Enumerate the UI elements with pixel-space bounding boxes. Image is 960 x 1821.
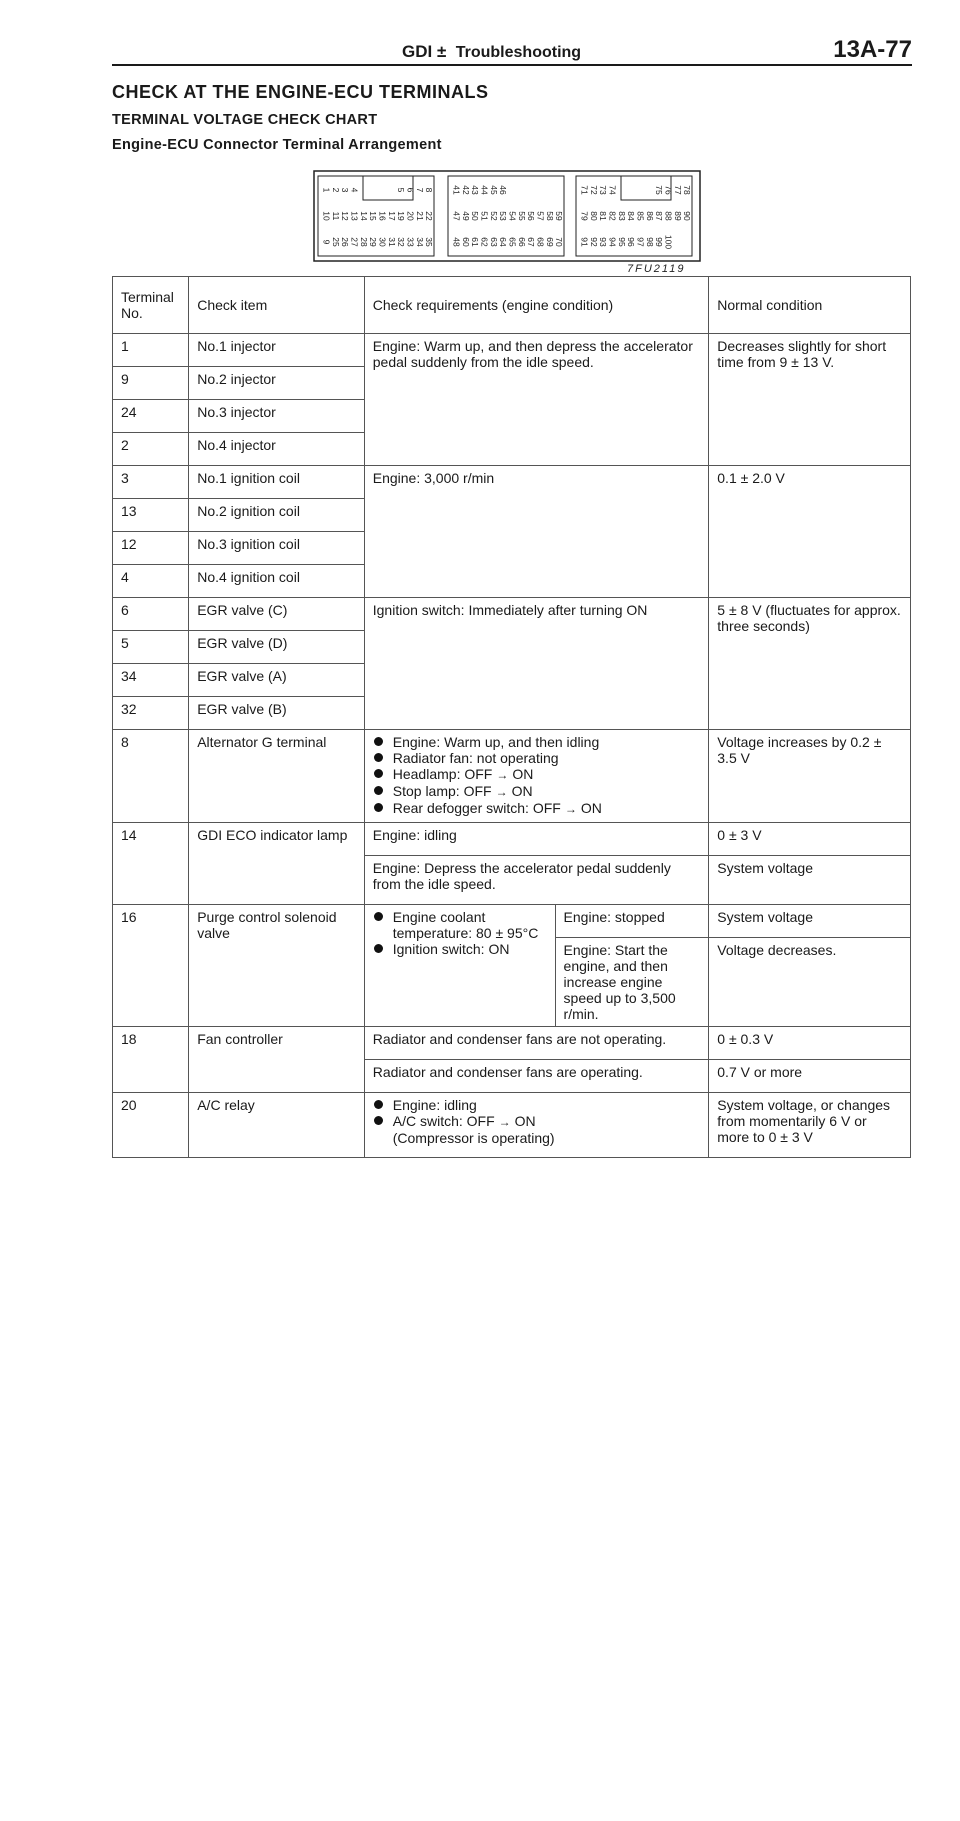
terminal-pin-label: 89 — [672, 211, 683, 221]
terminal-no: 12 — [113, 532, 189, 565]
header-check-item: Check item — [189, 277, 365, 334]
arrangement-heading: Engine-ECU Connector Terminal Arrangement — [112, 137, 442, 153]
terminal-pin-label: 78 — [682, 185, 693, 195]
terminal-pin-label: 99 — [654, 237, 665, 247]
header-terminal: Terminal No. — [113, 277, 189, 334]
terminal-pin-label: 98 — [644, 237, 655, 247]
check-item: EGR valve (C) — [189, 598, 365, 631]
terminal-pin-label: 67 — [526, 237, 537, 247]
figure-code: 7FU2119 — [627, 263, 686, 275]
list-item: Engine coolant temperature: 80 ± 95°C — [373, 909, 547, 941]
terminal-pin-label: 42 — [460, 185, 471, 195]
list-item-note: (Compressor is operating) — [392, 1130, 555, 1146]
terminal-pin-label: 12 — [340, 211, 351, 221]
check-item: EGR valve (D) — [189, 631, 365, 664]
terminal-pin-label: 1 — [321, 187, 332, 193]
terminal-pin-label: 11 — [330, 211, 341, 221]
terminal-pin-label: 84 — [626, 211, 637, 221]
requirement: Engine: 3,000 r/min — [364, 466, 709, 598]
terminal-pin-label: 65 — [507, 237, 518, 247]
terminal-pin-label: 81 — [598, 211, 609, 221]
list-item-text: ON — [512, 766, 534, 782]
terminal-pin-label: 53 — [498, 211, 509, 221]
header-subtitle: Troubleshooting — [455, 44, 582, 61]
arrow-right-icon: → — [495, 785, 508, 799]
terminal-no: 1 — [113, 334, 189, 367]
terminal-pin-label: 22 — [424, 211, 435, 221]
section-heading: CHECK AT THE ENGINE-ECU TERMINALS — [112, 82, 489, 102]
check-item: No.3 injector — [189, 400, 365, 433]
requirement: Ignition switch: Immediately after turning ON — [364, 598, 709, 730]
terminal-pin-label: 91 — [579, 237, 590, 247]
terminal-pin-label: 54 — [507, 211, 518, 221]
terminal-pin-label: 47 — [451, 211, 462, 221]
terminal-pin-label: 48 — [451, 237, 462, 247]
terminal-pin-label: 68 — [535, 237, 546, 247]
terminal-pin-label: 83 — [616, 211, 627, 221]
terminal-no: 14 — [113, 823, 189, 905]
check-item: Purge control solenoid valve — [189, 905, 365, 1027]
table-row — [113, 334, 911, 367]
list-item-text: ON — [514, 1113, 536, 1129]
terminal-pin-label: 66 — [516, 237, 527, 247]
terminal-no: 4 — [113, 565, 189, 598]
terminal-pin-label: 2 — [330, 187, 341, 193]
normal-condition: 0 ± 0.3 V — [709, 1027, 911, 1060]
terminal-pin-label: 58 — [544, 211, 555, 221]
terminal-no: 6 — [113, 598, 189, 631]
list-item-text: Stop lamp: OFF — [392, 783, 492, 799]
terminal-pin-label: 86 — [644, 211, 655, 221]
terminal-pin-label: 17 — [386, 211, 397, 221]
terminal-pin-label: 94 — [607, 237, 618, 247]
terminal-pin-label: 35 — [424, 237, 435, 247]
check-item: No.4 injector — [189, 433, 365, 466]
terminal-pin-label: 27 — [349, 237, 360, 247]
terminal-pin-label: 46 — [498, 185, 509, 195]
terminal-no: 3 — [113, 466, 189, 499]
table-row — [113, 823, 911, 856]
list-item — [373, 800, 701, 817]
terminal-pin-label: 26 — [340, 237, 351, 247]
arrow-right-icon: → — [498, 1115, 511, 1129]
terminal-pin-label: 90 — [682, 211, 693, 221]
terminal-pin-label: 44 — [479, 185, 490, 195]
terminal-pin-label: 29 — [368, 237, 379, 247]
terminal-no: 16 — [113, 905, 189, 1027]
chart-heading: TERMINAL VOLTAGE CHECK CHART — [112, 112, 378, 128]
terminal-pin-label: 73 — [598, 185, 609, 195]
terminal-pin-label: 13 — [349, 211, 360, 221]
terminal-pin-label: 95 — [616, 237, 627, 247]
terminal-pin-label: 93 — [598, 237, 609, 247]
check-item: No.1 injector — [189, 334, 365, 367]
terminal-pin-label: 33 — [405, 237, 416, 247]
terminal-pin-label: 14 — [358, 211, 369, 221]
terminal-pin-label: 88 — [663, 211, 674, 221]
normal-condition: 0.7 V or more — [709, 1060, 911, 1093]
normal-condition: Decreases slightly for short time from 9 ± 13 V. — [709, 334, 911, 466]
terminal-no: 20 — [113, 1093, 189, 1158]
terminal-pin-label: 74 — [607, 185, 618, 195]
requirement-list — [373, 734, 701, 817]
terminal-pin-label: 43 — [470, 185, 481, 195]
page-header — [112, 36, 912, 66]
list-item-text: Rear defogger switch: OFF — [392, 800, 561, 816]
check-item: No.3 ignition coil — [189, 532, 365, 565]
terminal-pin-label: 61 — [470, 237, 481, 247]
terminal-pin-label: 15 — [368, 211, 379, 221]
terminal-pin-label: 30 — [377, 237, 388, 247]
list-item-text: ON — [580, 800, 602, 816]
check-item: No.2 ignition coil — [189, 499, 365, 532]
check-item: No.4 ignition coil — [189, 565, 365, 598]
header-normal: Normal condition — [709, 277, 911, 334]
list-item-text: Headlamp: OFF — [392, 766, 493, 782]
normal-condition: Voltage increases by 0.2 ± 3.5 V — [709, 730, 911, 823]
terminal-no: 9 — [113, 367, 189, 400]
terminal-pin-label: 20 — [405, 211, 416, 221]
list-item: Engine: idling — [373, 1097, 701, 1113]
table-row — [113, 598, 911, 631]
terminal-pin-label: 85 — [635, 211, 646, 221]
terminal-pin-label: 64 — [498, 237, 509, 247]
check-item: Alternator G terminal — [189, 730, 365, 823]
requirement: Engine: Depress the accelerator pedal suddenly from the idle speed. — [364, 856, 709, 905]
terminal-pin-label: 59 — [554, 211, 565, 221]
terminal-pin-label: 50 — [470, 211, 481, 221]
connector-diagram — [313, 170, 701, 262]
check-item: EGR valve (B) — [189, 697, 365, 730]
requirement-list — [373, 1097, 701, 1146]
terminal-no: 18 — [113, 1027, 189, 1093]
check-item: No.1 ignition coil — [189, 466, 365, 499]
terminal-voltage-table — [112, 276, 911, 1158]
terminal-pin-label: 41 — [451, 185, 462, 195]
terminal-pin-label: 69 — [544, 237, 555, 247]
terminal-pin-label: 10 — [321, 211, 332, 221]
header-requirements: Check requirements (engine condition) — [364, 277, 709, 334]
list-item: Ignition switch: ON — [373, 941, 547, 957]
requirement — [364, 1093, 709, 1158]
terminal-pin-label: 3 — [340, 187, 351, 193]
terminal-pin-label: 31 — [386, 237, 397, 247]
list-item-text: A/C switch: OFF — [392, 1113, 495, 1129]
terminal-no: 34 — [113, 664, 189, 697]
terminal-pin-label: 71 — [579, 185, 590, 195]
terminal-pin-label: 100 — [663, 234, 674, 250]
terminal-pin-label: 57 — [535, 211, 546, 221]
check-item: EGR valve (A) — [189, 664, 365, 697]
table-row — [113, 730, 911, 823]
requirement — [364, 905, 555, 1027]
list-item — [373, 1113, 701, 1146]
normal-condition: 0 ± 3 V — [709, 823, 911, 856]
terminal-pin-label: 16 — [377, 211, 388, 221]
arrow-right-icon: → — [496, 768, 509, 782]
terminal-pin-label: 79 — [579, 211, 590, 221]
check-item: A/C relay — [189, 1093, 365, 1158]
terminal-pin-label: 25 — [330, 237, 341, 247]
list-item — [373, 783, 701, 800]
requirement: Engine: Warm up, and then depress the accelerator pedal suddenly from the idle speed. — [364, 334, 709, 466]
list-item — [373, 766, 701, 783]
table-row — [113, 905, 911, 938]
terminal-pin-label: 28 — [358, 237, 369, 247]
page-number: 13A-77 — [833, 36, 912, 63]
terminal-pin-label: 52 — [488, 211, 499, 221]
terminal-pin-label: 63 — [488, 237, 499, 247]
terminal-pin-label: 51 — [479, 211, 490, 221]
normal-condition: 0.1 ± 2.0 V — [709, 466, 911, 598]
terminal-pin-label: 75 — [654, 185, 665, 195]
terminal-pin-label: 32 — [396, 237, 407, 247]
normal-condition: 5 ± 8 V (fluctuates for approx. three seconds) — [709, 598, 911, 730]
table-header-row — [113, 277, 911, 334]
requirement: Radiator and condenser fans are operating. — [364, 1060, 709, 1093]
terminal-pin-label: 5 — [396, 187, 407, 193]
terminal-pin-label: 55 — [516, 211, 527, 221]
check-item: Fan controller — [189, 1027, 365, 1093]
terminal-pin-label: 56 — [526, 211, 537, 221]
list-item-text: ON — [511, 783, 533, 799]
terminal-pin-label: 97 — [635, 237, 646, 247]
terminal-pin-label: 19 — [396, 211, 407, 221]
normal-condition: System voltage, or changes from momentarily 6 V or more to 0 ± 3 V — [709, 1093, 911, 1158]
terminal-no: 13 — [113, 499, 189, 532]
terminal-pin-label: 7 — [414, 187, 425, 193]
sub-requirement: Engine: Start the engine, and then increase engine speed up to 3,500 r/min. — [555, 938, 709, 1027]
requirement: Radiator and condenser fans are not operating. — [364, 1027, 709, 1060]
requirement — [364, 730, 709, 823]
terminal-pin-label: 49 — [460, 211, 471, 221]
sub-requirement: Engine: stopped — [555, 905, 709, 938]
terminal-pin-label: 21 — [414, 211, 425, 221]
terminal-pin-label: 96 — [626, 237, 637, 247]
terminal-pin-label: 45 — [488, 185, 499, 195]
terminal-pin-label: 82 — [607, 211, 618, 221]
terminal-pin-label: 70 — [554, 237, 565, 247]
terminal-pin-label: 8 — [424, 187, 435, 193]
header-rule — [112, 64, 912, 66]
terminal-pin-label: 6 — [405, 187, 416, 193]
requirement-list — [373, 909, 547, 957]
terminal-pin-label: 62 — [479, 237, 490, 247]
terminal-pin-label: 87 — [654, 211, 665, 221]
check-item: GDI ECO indicator lamp — [189, 823, 365, 905]
check-item: No.2 injector — [189, 367, 365, 400]
normal-condition: Voltage decreases. — [709, 938, 911, 1027]
normal-condition: System voltage — [709, 856, 911, 905]
normal-condition: System voltage — [709, 905, 911, 938]
terminal-pin-label: 92 — [588, 237, 599, 247]
terminal-pin-label: 9 — [321, 239, 332, 245]
list-item: Engine: Warm up, and then idling — [373, 734, 701, 750]
terminal-no: 8 — [113, 730, 189, 823]
table-row — [113, 1093, 911, 1158]
table-row — [113, 466, 911, 499]
terminal-pin-label: 34 — [414, 237, 425, 247]
terminal-pin-label: 72 — [588, 185, 599, 195]
arrow-right-icon: → — [564, 802, 577, 816]
terminal-no: 5 — [113, 631, 189, 664]
terminal-no: 2 — [113, 433, 189, 466]
table-row — [113, 1027, 911, 1060]
terminal-pin-label: 60 — [460, 237, 471, 247]
header-title — [402, 42, 581, 62]
terminal-pin-label: 76 — [663, 185, 674, 195]
terminal-no: 32 — [113, 697, 189, 730]
terminal-pin-label: 77 — [672, 185, 683, 195]
terminal-pin-label: 4 — [349, 187, 360, 193]
header-title-main: GDI ± — [402, 42, 447, 61]
list-item: Radiator fan: not operating — [373, 750, 701, 766]
terminal-no: 24 — [113, 400, 189, 433]
terminal-pin-label: 80 — [588, 211, 599, 221]
requirement: Engine: idling — [364, 823, 709, 856]
